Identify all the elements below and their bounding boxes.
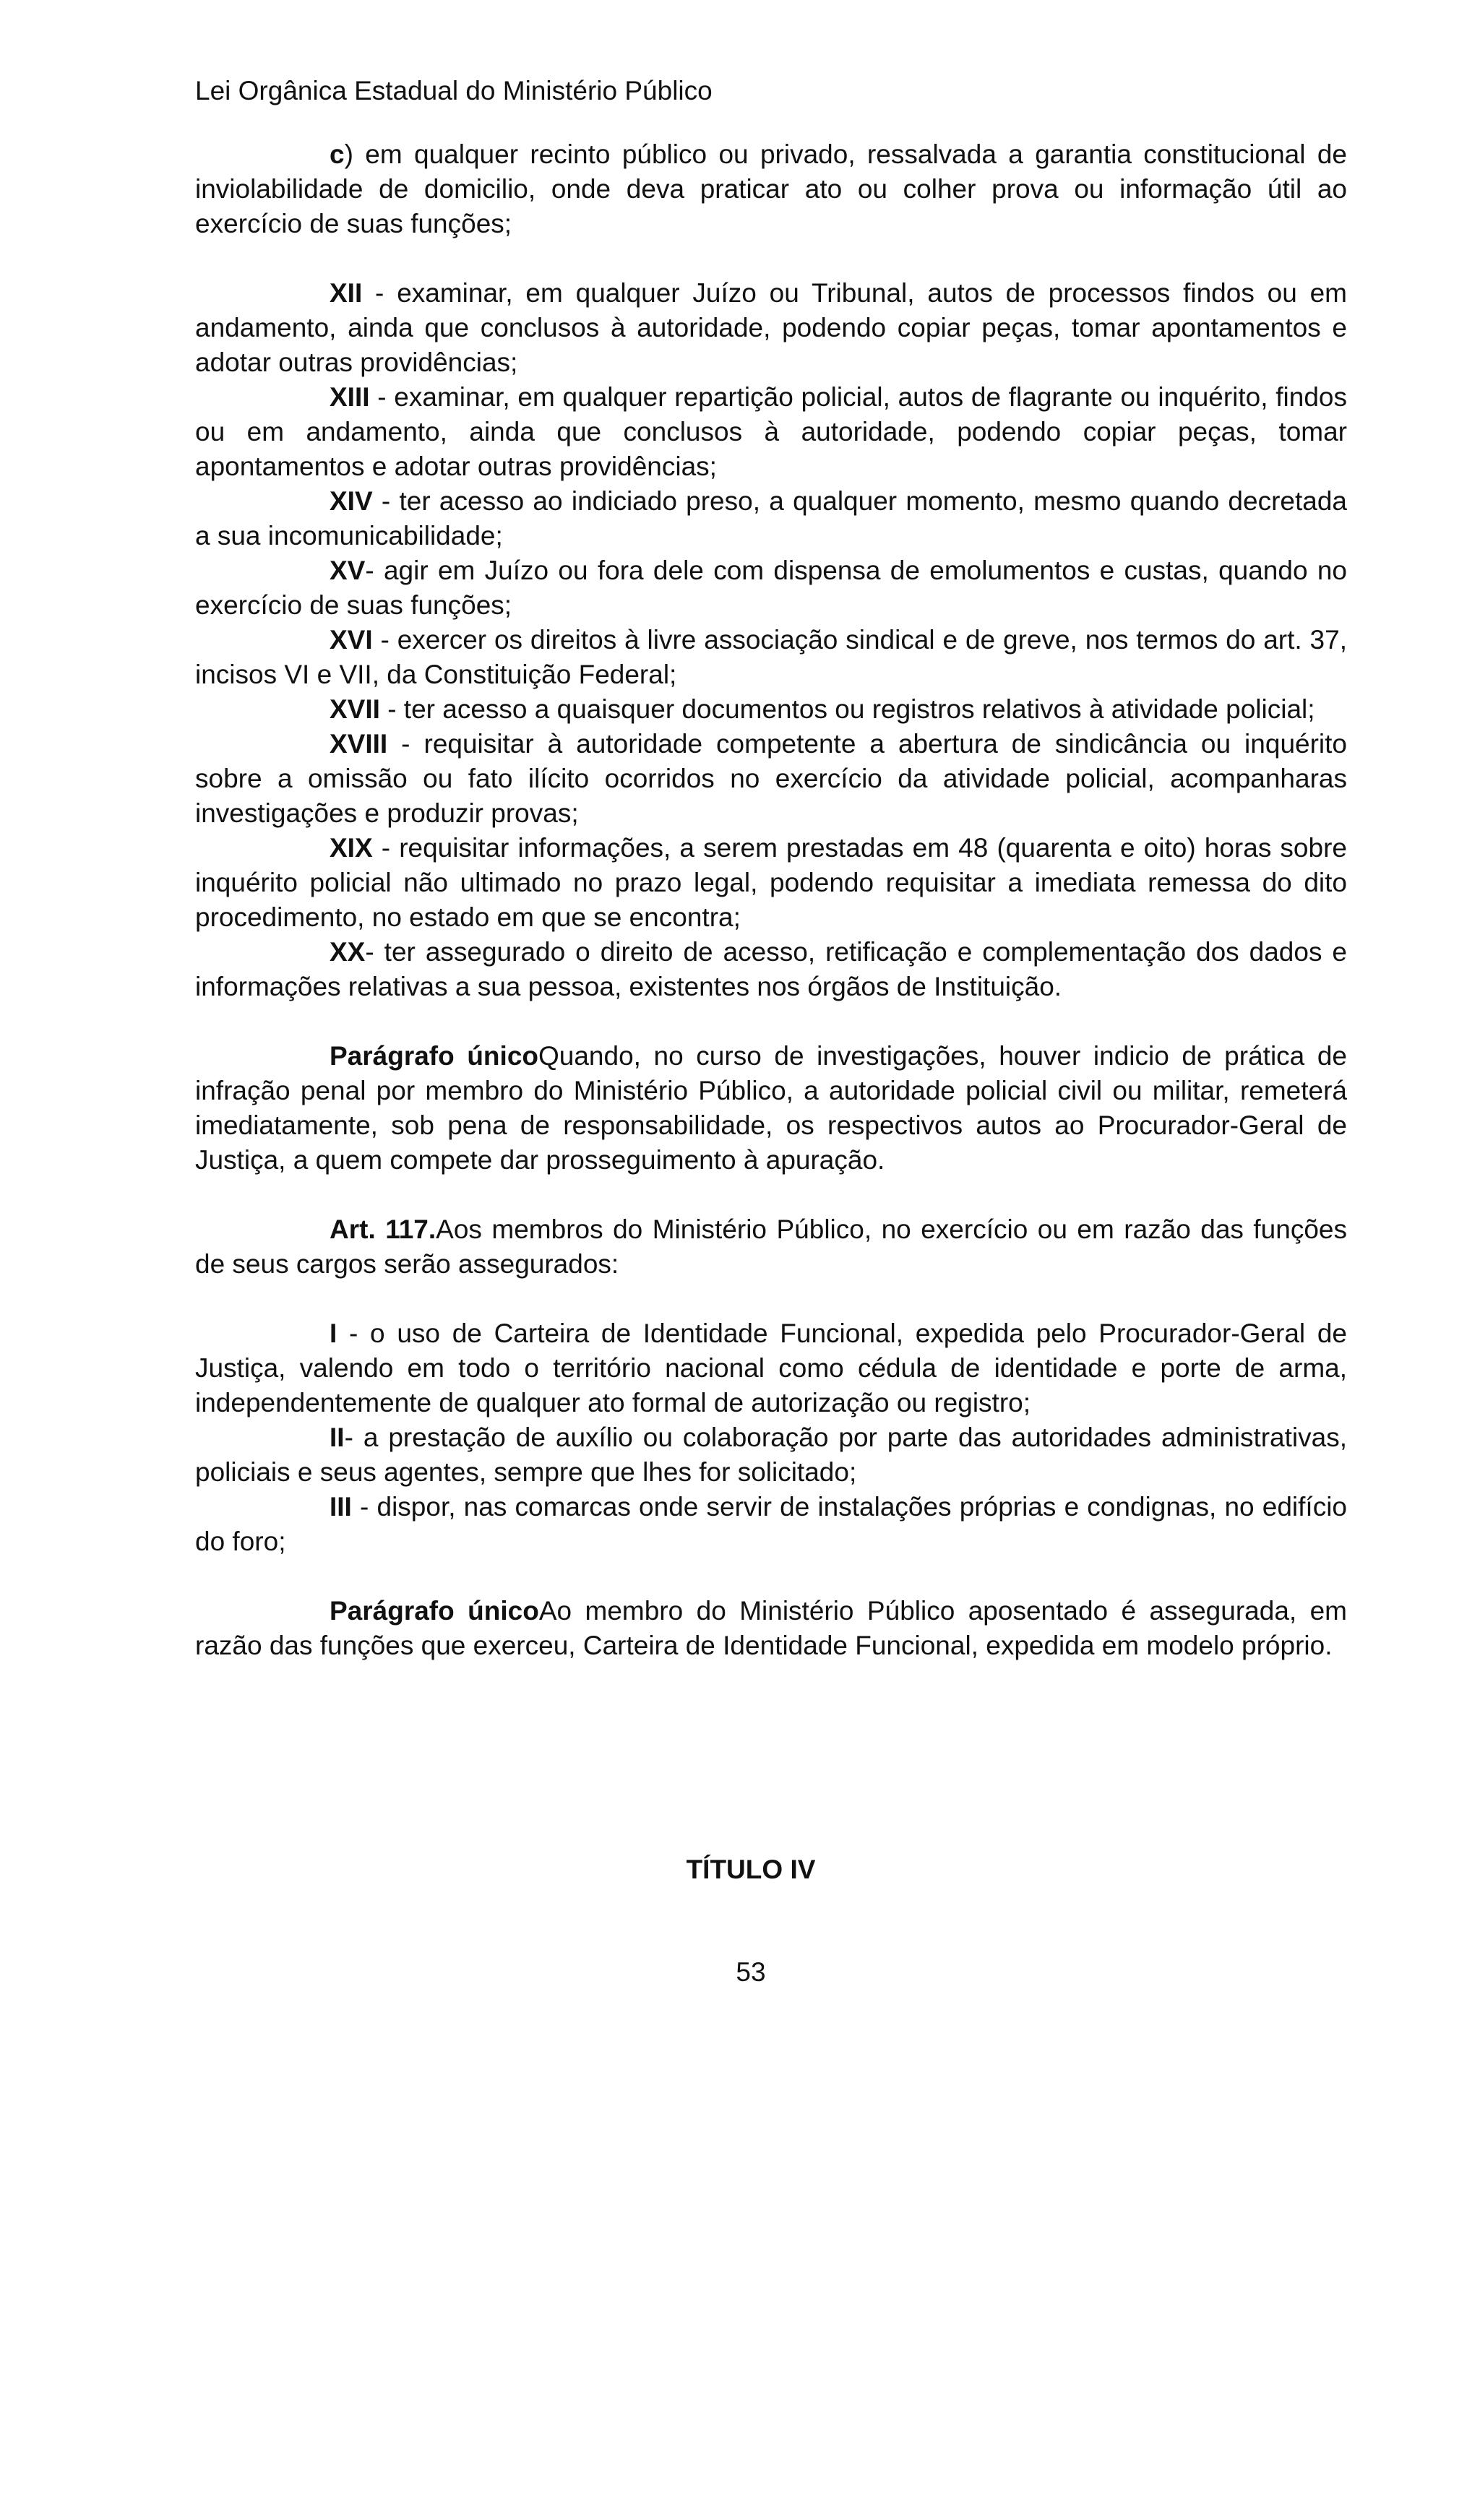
item-text: - ter assegurado o direito de acesso, retificação e complementação dos dados e informações relativas a sua pessoa, existentes nos órgãos de Instituição. — [195, 937, 1347, 1001]
item-label: III — [330, 1492, 352, 1522]
item-text: - requisitar à autoridade competente a abertura de sindicância ou inquérito sobre a omissão ou fato ilícito ocorridos no exercício da atividade policial, acompanharas investigações e produzir provas; — [195, 729, 1347, 828]
item-text: - examinar, em qualquer Juízo ou Tribunal, autos de processos findos ou em andamento, ainda que conclusos à autoridade, podendo copiar peças, tomar apontamentos e adotar outras providências; — [195, 278, 1347, 377]
item-xvi — [195, 623, 1347, 692]
item-label: XX — [330, 937, 366, 967]
item-xii — [195, 276, 1347, 380]
item-text: - o uso de Carteira de Identidade Funcional, expedida pelo Procurador-Geral de Justiça, valendo em todo o território nacional como cédula de identidade e porte de arma, independentemente de qualquer ato formal de autorização ou registro; — [195, 1319, 1347, 1418]
item-label: XIII — [330, 382, 370, 412]
item-iii — [195, 1490, 1347, 1559]
item-label: XIX — [330, 833, 373, 863]
item-label: c — [330, 139, 345, 169]
item-text: - agir em Juízo ou fora dele com dispensa de emolumentos e custas, quando no exercício de suas funções; — [195, 556, 1347, 620]
item-label: XII — [330, 278, 363, 308]
paragraph-label: Parágrafo único — [330, 1041, 538, 1071]
page-number: 53 — [736, 1957, 766, 1987]
item-xv — [195, 553, 1347, 623]
item-ii — [195, 1420, 1347, 1490]
item-label: XV — [330, 556, 366, 585]
item-xviii — [195, 727, 1347, 831]
item-c — [195, 137, 1347, 241]
item-xvii — [195, 692, 1347, 727]
running-header: Lei Orgânica Estadual do Ministério Público — [195, 76, 713, 105]
item-text: - requisitar informações, a serem prestadas em 48 (quarenta e oito) horas sobre inquérito policial não ultimado no prazo legal, podendo requisitar a imediata remessa do dito procedimento, no estado em que se encontra; — [195, 833, 1347, 932]
item-xix — [195, 831, 1347, 935]
item-text: - dispor, nas comarcas onde servir de instalações próprias e condignas, no edifício do foro; — [195, 1492, 1347, 1556]
item-text: ) em qualquer recinto público ou privado, ressalvada a garantia constitucional de inviolabilidade de domicilio, onde deva praticar ato ou colher prova ou informação útil ao exercício de suas funções; — [195, 139, 1347, 238]
item-text: - examinar, em qualquer repartição policial, autos de flagrante ou inquérito, findos ou em andamento, ainda que conclusos à autoridade, podendo copiar peças, tomar apontamentos e adotar outras providências; — [195, 382, 1347, 481]
item-text: - ter acesso a quaisquer documentos ou registros relativos à atividade policial; — [379, 694, 1315, 724]
item-text: - ter acesso ao indiciado preso, a qualquer momento, mesmo quando decretada a sua incomunicabilidade; — [195, 486, 1347, 551]
section-title: TÍTULO IV — [686, 1855, 816, 1884]
paragrafo-unico-1 — [195, 1039, 1347, 1178]
item-text: - exercer os direitos à livre associação sindical e de greve, nos termos do art. 37, incisos VI e VII, da Constituição Federal; — [195, 625, 1347, 689]
article-label: Art. 117. — [330, 1214, 436, 1244]
article-text: Aos membros do Ministério Público, no exercício ou em razão das funções de seus cargos serão assegurados: — [195, 1214, 1347, 1279]
paragrafo-unico-2 — [195, 1594, 1347, 1663]
paragraph-text: Quando, no curso de investigações, houver indicio de prática de infração penal por membro do Ministério Público, a autoridade policial civil ou militar, remeterá imediatamente, sob pena de responsabilidade, os respectivos autos ao Procurador-Geral de Justiça, a quem compete dar prosseguimento à apuração. — [195, 1041, 1347, 1175]
item-xx — [195, 935, 1347, 1004]
item-label: XIV — [330, 486, 373, 516]
item-label: II — [330, 1423, 345, 1452]
item-label: XVII — [330, 694, 380, 724]
item-text: - a prestação de auxílio ou colaboração por parte das autoridades administrativas, policiais e seus agentes, sempre que lhes for solicitado; — [195, 1423, 1347, 1487]
item-xiii — [195, 380, 1347, 484]
item-i — [195, 1316, 1347, 1420]
paragraph-text: Ao membro do Ministério Público aposentado é assegurada, em razão das funções que exerceu, Carteira de Identidade Funcional, expedida em modelo próprio. — [195, 1596, 1347, 1660]
item-label: XVIII — [330, 729, 388, 759]
article-117 — [195, 1212, 1347, 1282]
paragraph-label: Parágrafo único — [330, 1596, 539, 1626]
item-xiv — [195, 484, 1347, 553]
document-body — [195, 137, 1347, 1663]
item-label: XVI — [330, 625, 373, 655]
item-label: I — [330, 1319, 337, 1348]
